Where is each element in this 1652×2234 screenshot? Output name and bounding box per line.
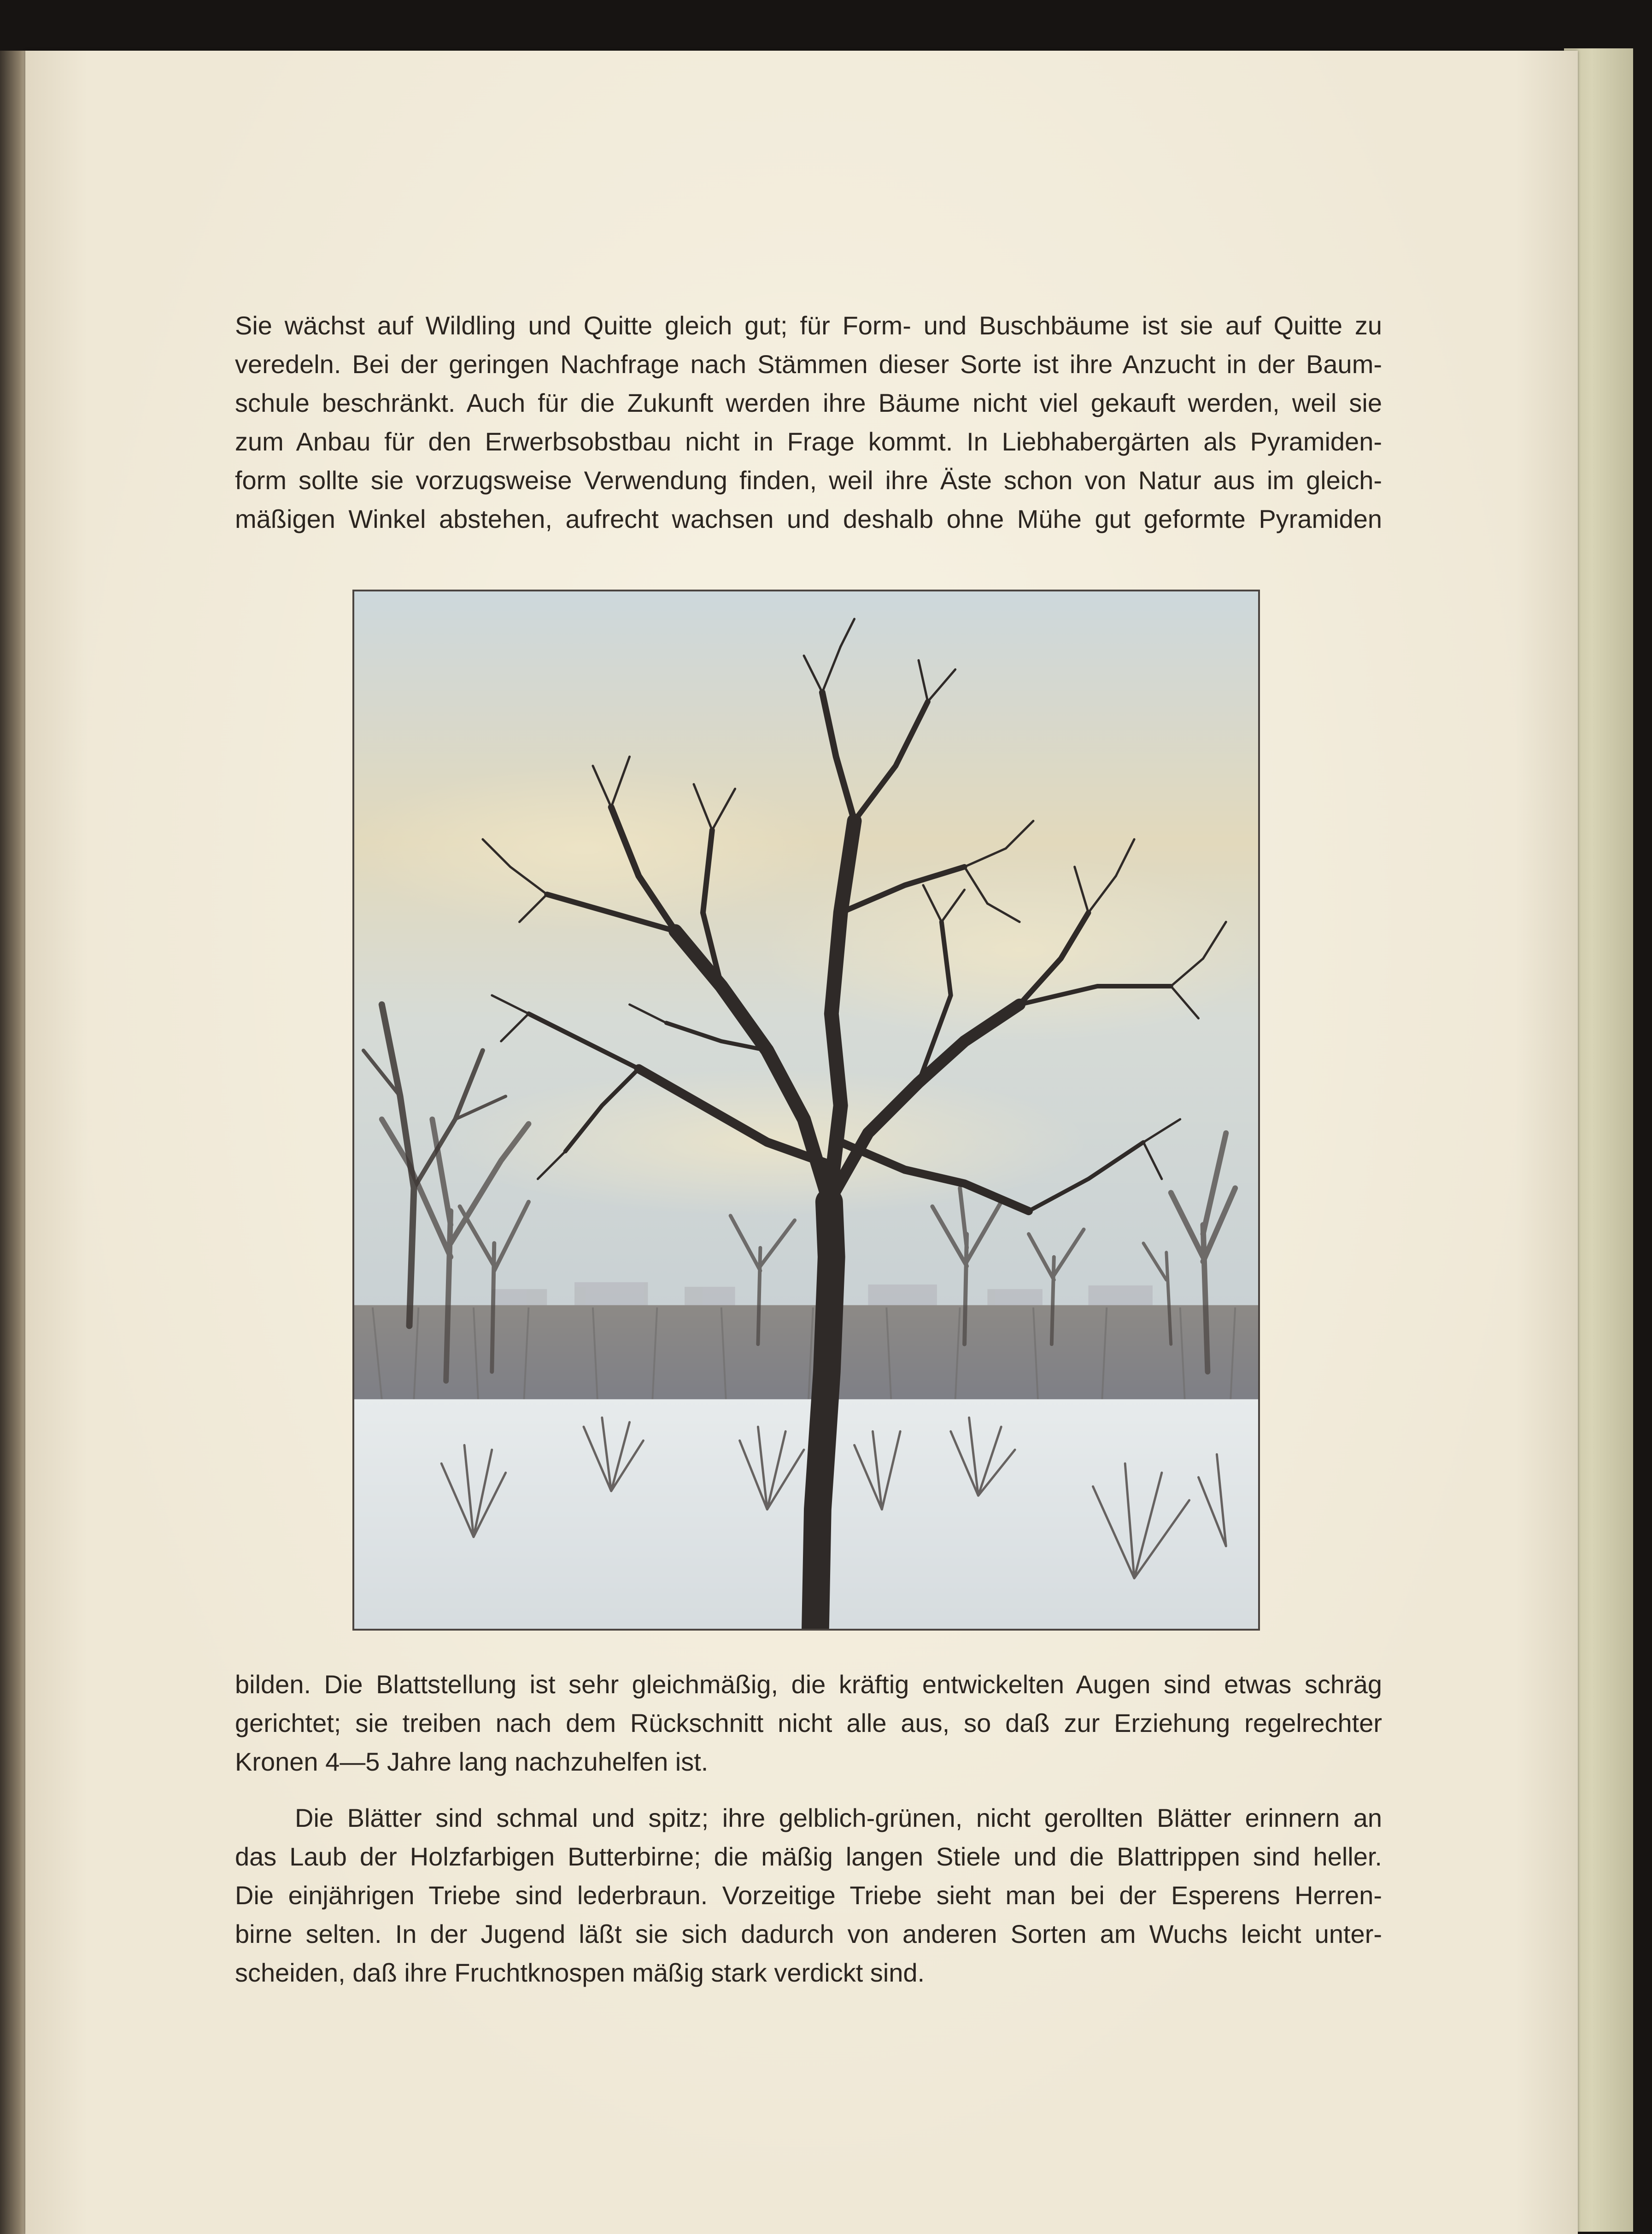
hedge-row xyxy=(354,1305,1258,1401)
text-line: Die einjährigen Triebe sind lederbraun. Vorzeitige Triebe sieht man bei der Esperens Herren- xyxy=(235,1881,1382,1910)
photo-plate xyxy=(352,590,1260,1631)
text-line: mäßigen Winkel abstehen, aufrecht wachsen und deshalb ohne Mühe gut geformte Pyramiden xyxy=(235,504,1382,533)
text-line: veredeln. Bei der geringen Nachfrage nach Stämmen dieser Sorte ist ihre Anzucht in der Baum- xyxy=(235,350,1382,379)
text-line: Kronen 4—5 Jahre lang nachzuhelfen ist. xyxy=(235,1747,709,1776)
text-line: Die Blätter sind schmal und spitz; ihre gelblich-grünen, nicht gerollten Blätter erinnern an xyxy=(295,1803,1382,1832)
text-line: form sollte sie vorzugsweise Verwendung finden, weil ihre Äste schon von Natur aus im gleich- xyxy=(235,466,1382,495)
text-line: zum Anbau für den Erwerbsobstbau nicht in Frage kommt. In Liebhabergärten als Pyramiden- xyxy=(235,427,1382,456)
page-sheet xyxy=(25,51,1578,2234)
text-line: gerichtet; sie treiben nach dem Rückschnitt nicht alle aus, so daß zur Erziehung regelrechter xyxy=(235,1708,1382,1737)
winter-tree-photo xyxy=(354,591,1258,1629)
paragraph-3 xyxy=(235,1799,1382,1992)
paragraph-1 xyxy=(235,306,1382,538)
text-line: das Laub der Holzfarbigen Butterbirne; die mäßig langen Stiele und die Blattrippen sind heller. xyxy=(235,1842,1382,1871)
text-line: schule beschränkt. Auch für die Zukunft werden ihre Bäume nicht viel gekauft werden, weil sie xyxy=(235,388,1382,417)
text-line: birne selten. In der Jugend läßt sie sich dadurch von anderen Sorten am Wuchs leicht unter- xyxy=(235,1919,1382,1948)
text-line: Sie wächst auf Wildling und Quitte gleich gut; für Form- und Buschbäume ist sie auf Quitte zu xyxy=(235,311,1382,340)
text-line: bilden. Die Blattstellung ist sehr gleichmäßig, die kräftig entwickelten Augen sind etwas schräg xyxy=(235,1670,1382,1699)
text-line: scheiden, daß ihre Fruchtknospen mäßig stark verdickt sind. xyxy=(235,1958,925,1987)
paragraph-2 xyxy=(235,1665,1382,1781)
